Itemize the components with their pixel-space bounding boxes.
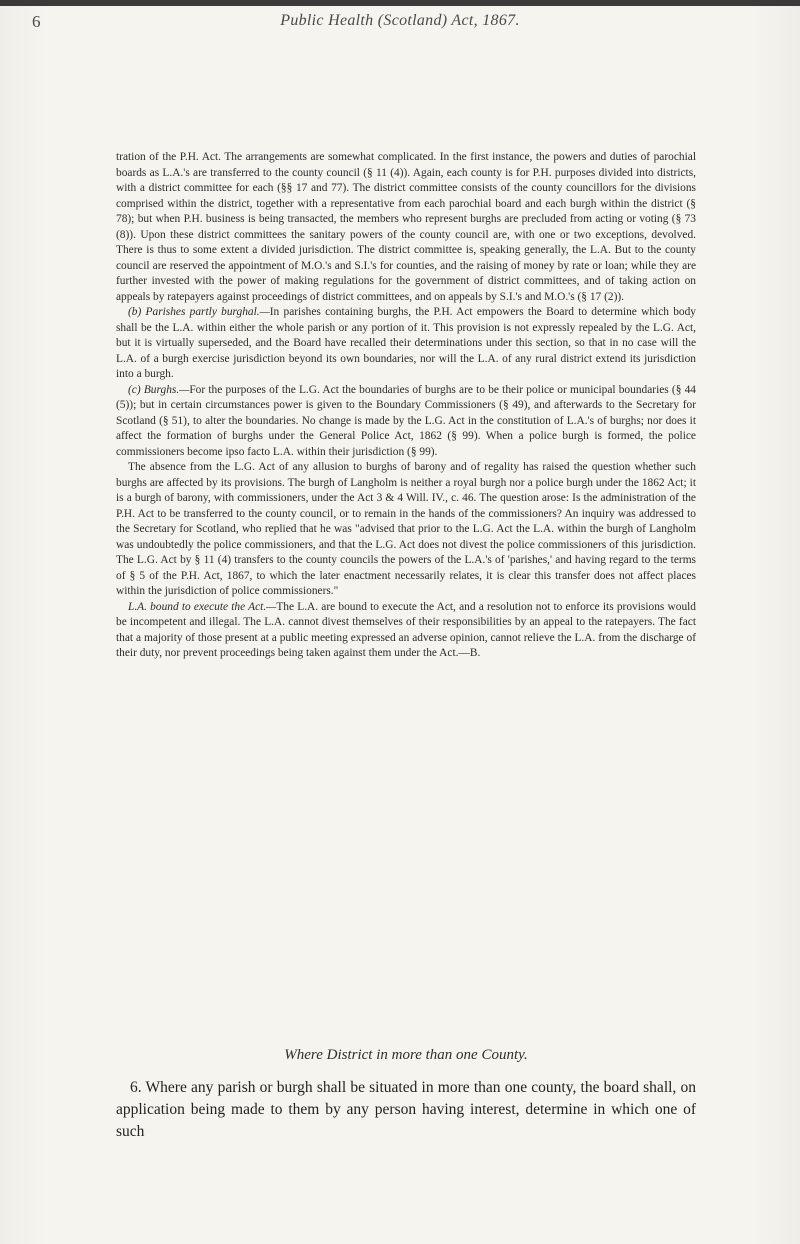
paragraph-lead: L.A. bound to execute the Act.—	[128, 600, 277, 613]
paragraph-lead: (c) Burghs.—	[128, 383, 190, 396]
section-body	[116, 1077, 696, 1143]
section-paragraph: 6. Where any parish or burgh shall be situated in more than one county, the board shall, on application being made to them by any person having interest, determine in which one of such	[116, 1079, 696, 1140]
commentary-paragraph	[116, 460, 696, 600]
commentary-paragraph	[116, 305, 696, 383]
section-heading: Where District in more than one County.	[284, 1047, 528, 1063]
paragraph-text: tration of the P.H. Act. The arrangements are somewhat complicated. In the first instance, the powers and duties of parochial boards as L.A.'s are transferred to the county council (§ 11 (4)). Again, each county is for P.H. purposes divided into districts, with a district committee for each (§§ 17 and 77). The district committee consists of the county councillors for the divisions comprised within the district, together with a representative from each parochial board and each burgh within the district (§ 78); but when P.H. business is being transacted, the members who represent burghs are precluded from acting or voting (§ 73 (8)). Upon these district committees the sanitary powers of the county council are, with one or two exceptions, devolved. There is thus to some extent a divided jurisdiction. The district committee is, speaking generally, the L.A. But to the county council are reserved the appointment of M.O.'s and S.I.'s for counties, and the raising of money by rate or loan; while they are further invested with the power of making regulations for the government of district committees, and of taking action on appeals by ratepayers against proceedings of district committees, and on appeals by S.I.'s and M.O.'s (§ 17 (2)).	[116, 151, 696, 303]
running-title: Public Health (Scotland) Act, 1867.	[280, 12, 520, 29]
commentary-paragraph	[116, 383, 696, 461]
commentary-block	[116, 150, 696, 662]
paragraph-text: The absence from the L.G. Act of any allusion to burghs of barony and of regality has raised the question whether such burghs are affected by its provisions. The burgh of Langholm is neither a royal burgh nor a police burgh under the 1862 Act; it is a burgh of barony, with commissioners, under the Act 3 & 4 Will. IV., c. 46. The question arose: Is the administration of the P.H. Act to be transferred to the county council, or to remain in the hands of the commissioners? An inquiry was addressed to the Secretary for Scotland, who replied that he was "advised that prior to the L.G. Act the L.A. within the burgh of Langholm was undoubtedly the police commissioners, and that the L.G. Act does not divest the police commissioners of this jurisdiction. The L.G. Act by § 11 (4) transfers to the county councils the powers of the L.A.'s of 'parishes,' and having regard to the terms of § 5 of the P.H. Act, 1867, to which the later enactment necessarily relates, it is clear this transfer does not affect places within the jurisdiction of police commissioners."	[116, 461, 696, 597]
paragraph-lead: (b) Parishes partly burghal.—	[128, 306, 270, 318]
page-header	[30, 12, 770, 42]
paragraph-text: The L.A. are bound to execute the Act, and a resolution not to enforce its provisions would be incompetent and illegal. The L.A. cannot divest themselves of their responsibilities by an appeal to the ratepayers. The fact that a majority of those present at a public meeting expressed an adverse opinion, cannot relieve the L.A. from the discharge of their duty, nor prevent proceedings being taken against them under the Act.—B.	[116, 600, 696, 659]
commentary-paragraph	[116, 150, 696, 305]
page-top-edge	[0, 0, 800, 6]
commentary-paragraph	[116, 600, 696, 662]
page-number: 6	[32, 12, 41, 31]
paragraph-text: For the purposes of the L.G. Act the boundaries of burghs are to be their police or municipal boundaries (§ 44 (5)); but in certain circumstances power is given to the Boundary Commissioners (§ 49), and afterwards to the Secretary for Scotland (§ 51), to alter the boundaries. No change is made by the L.G. Act in the constitution of L.A.'s of burghs; nor does it affect the formation of burghs under the General Police Act, 1862 (§ 99). When a police burgh is formed, the police commissioners become ipso facto L.A. within their jurisdiction (§ 99).	[116, 383, 697, 458]
paragraph-text: In parishes containing burghs, the P.H. Act empowers the Board to determine which body shall be the L.A. within either the whole parish or any portion of it. This provision is not expressly repealed by the L.G. Act, but it is virtually superseded, and the Board have recalled their determinations under this section, so that in no case will the L.A. of a burgh exercise jurisdiction beyond its own boundaries, nor will the L.A. of any rural district extend its jurisdiction into a burgh.	[116, 306, 696, 380]
